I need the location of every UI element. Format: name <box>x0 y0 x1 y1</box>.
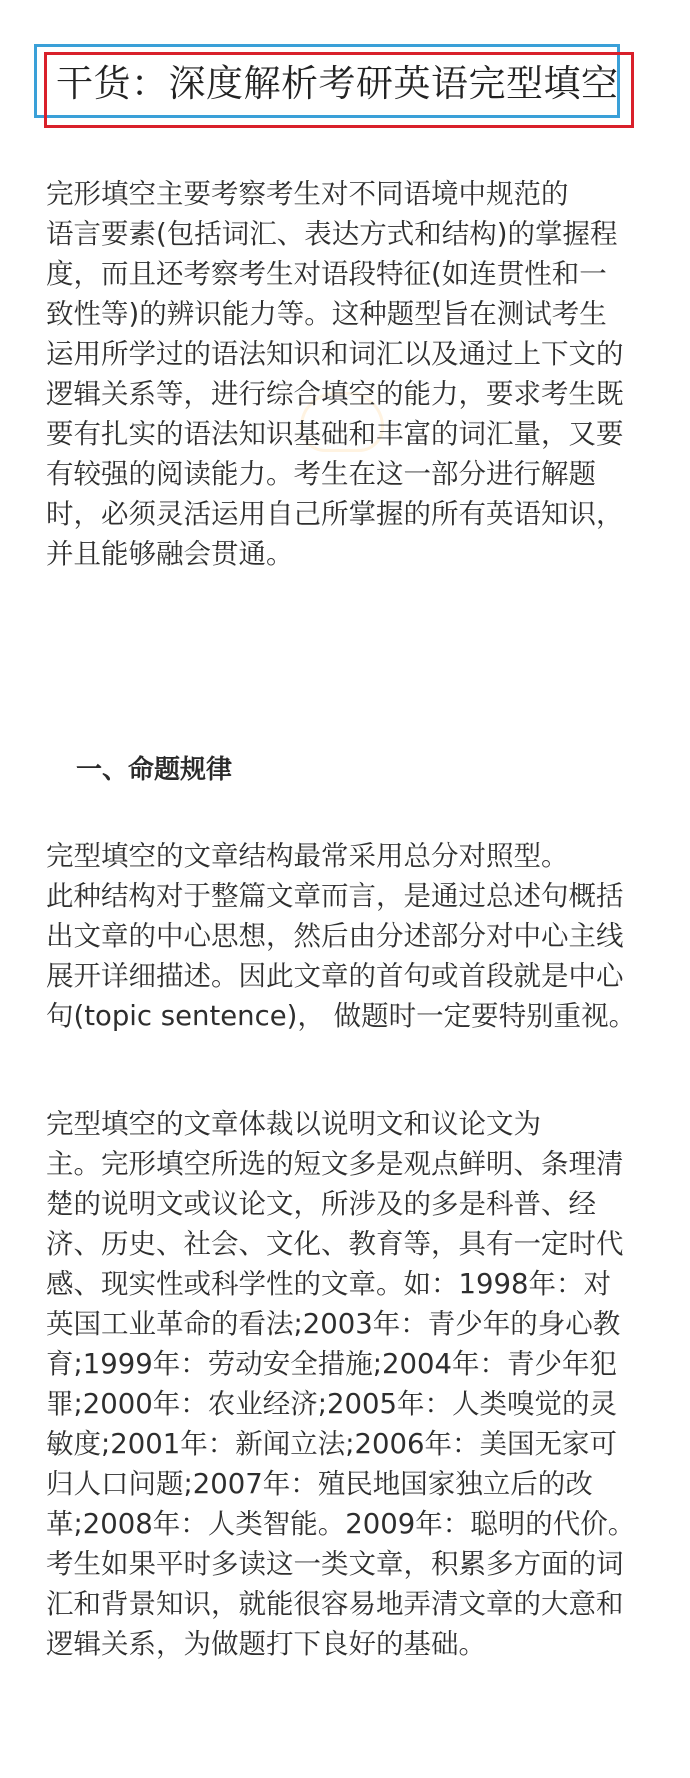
section-heading-mingti-guilv: 一、命题规律 <box>76 755 233 785</box>
genre-paragraph: 完型填空的文章体裁以说明文和议论文为 主。完形填空所选的短文多是观点鲜明、条理清 楚的说明文或议论文，所涉及的多是科普、经 济、历史、社会、文化、教育等，具有一定时代 感、现实性或科学性的文章。如：1998年：对 英国工业革命的看法;2003年：青少年的身心教 育;1999年：劳动安全措施;2004年：青少年犯 罪;2000年：农业经济;2005年：人类嗅觉的灵 敏度;2001年：新闻立法;2006年：美国无家可 归人口问题;2007年：殖民地国家独立后的改 革;2008年：人类智能。2009年：聪明的代价。 考生如果平时多读这一类文章，积累多方面的词 汇和背景知识，就能很容易地弄清文章的大意和 逻辑关系，为做题打下良好的基础。 <box>46 1108 636 1660</box>
intro-paragraph: 完形填空主要考察考生对不同语境中规范的 语言要素(包括词汇、表达方式和结构)的掌握程 度，而且还考察考生对语段特征(如连贯性和一 致性等)的辨识能力等。这种题型旨在测试考生 运用所学过的语法知识和词汇以及通过上下文的 逻辑关系等，进行综合填空的能力，要求考生既 要有扎实的语法知识基础和丰富的词汇量，又要 有较强的阅读能力。考生在这一部分进行解题 时，必须灵活运用自己所掌握的所有英语知识， 并且能够融会贯通。 <box>46 178 624 570</box>
structure-paragraph: 完型填空的文章结构最常采用总分对照型。 此种结构对于整篇文章而言，是通过总述句概括 出文章的中心思想，然后由分述部分对中心主线 展开详细描述。因此文章的首句或首段就是中心 句(topic sentence)， 做题时一定要特别重视。 <box>46 840 637 1032</box>
article-title: 干货：深度解析考研英语完型填空 <box>56 62 619 105</box>
title-frame <box>34 44 634 128</box>
